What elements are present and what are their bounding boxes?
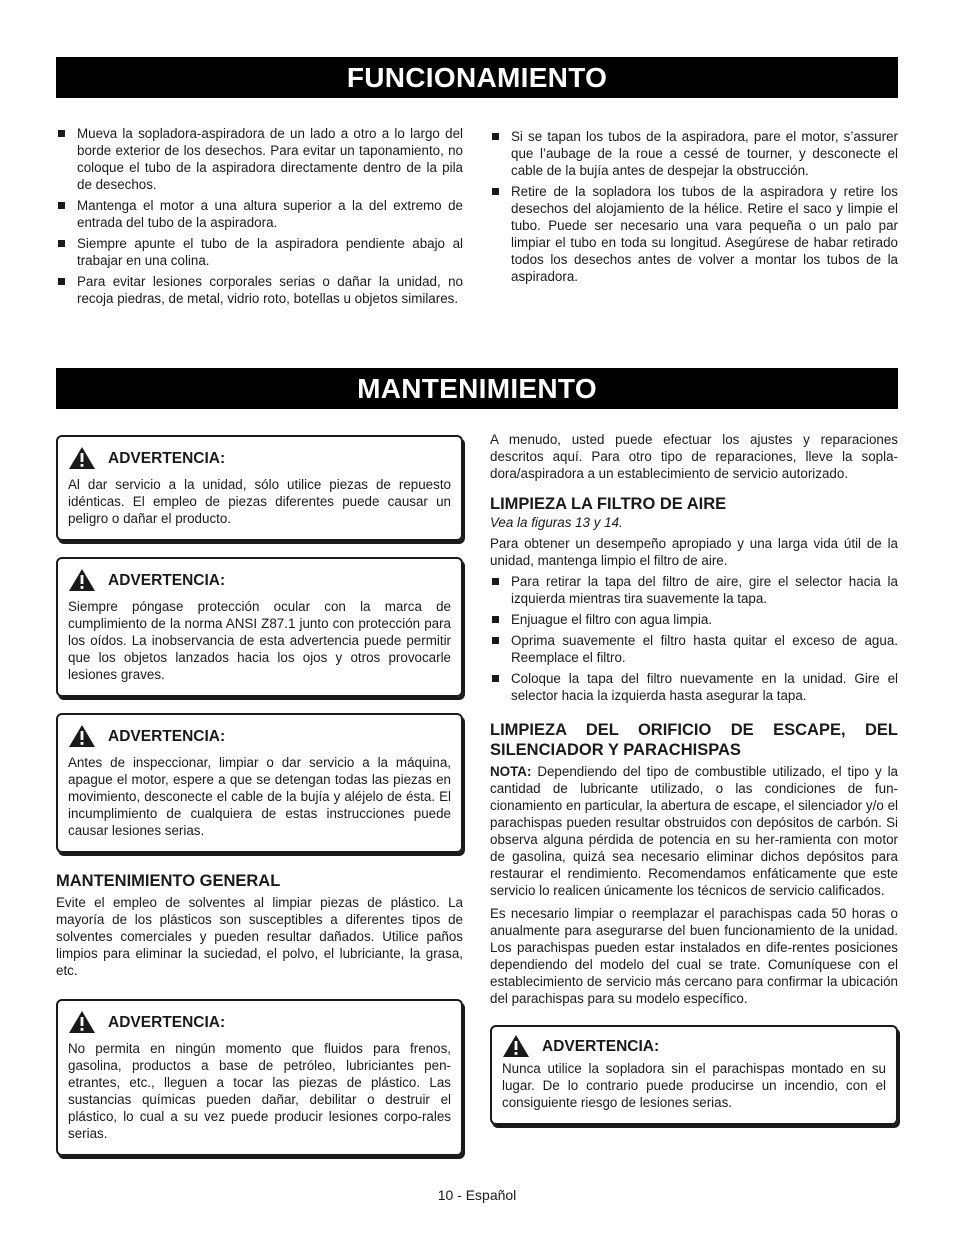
heading-mantenimiento-general: MANTENIMIENTO GENERAL <box>56 872 281 890</box>
warning-box <box>56 435 463 541</box>
list-item: Siempre apunte el tubo de la aspiradora pendiente abajo al trabajar en una colina. <box>56 235 463 269</box>
list-item: Mantenga el motor a una altura superior a la del extremo de entrada del tubo de la aspiradora. <box>56 197 463 231</box>
warning-triangle-icon <box>502 1034 530 1058</box>
filtro-steps-list <box>490 573 898 704</box>
warning-text: Siempre póngase protección ocular con la marca de cumplimiento de la norma ANSI Z87.1 junto con protección para los oídos. La inobservancia de esta advertencia puede permitir que los objetos lanzados hacia los ojos y otros provocarle lesiones graves. <box>68 599 451 682</box>
warning-triangle-icon <box>68 568 96 592</box>
list-item: Retire de la sopladora los tubos de la aspiradora y retire los desechos del alojamiento de la hélice. Retire el saco y limpie el tubo. Puede ser necesario una vara pequeña o un palo par limpiar el tubo en toda su longitud. Asegúrese de habar retirado todos los desechos antes de volver a montar los tubos de la aspiradora. <box>490 183 898 285</box>
list-item: Oprima suavemente el filtro hasta quitar el exceso de agua. Reemplace el filtro. <box>490 632 898 666</box>
warning-header <box>68 568 451 592</box>
warning-box <box>56 999 463 1156</box>
nota-label: NOTA: <box>490 764 532 779</box>
warning-title: ADVERTENCIA: <box>108 571 226 589</box>
funcionamiento-right-list <box>490 128 898 285</box>
funcionamiento-left-list <box>56 125 463 307</box>
list-item: Coloque la tapa del filtro nuevamente en la unidad. Gire el selector hacia la izquierda hasta asegurar la tapa. <box>490 670 898 704</box>
warning-text: Nunca utilice la sopladora sin el parachispas montado en su lugar. De lo contrario puede producirse un incendio, con el consiguiente riesgo de lesiones serias. <box>502 1061 886 1110</box>
warning-header <box>68 1010 451 1034</box>
funcionamiento-left-column <box>56 125 463 311</box>
paragraph: Evite el empleo de solventes al limpiar piezas de plástico. La mayoría de los plásticos son susceptibles a diferentes tipos de solventes comerciales y pueden resultar dañados. Utilice paños limpios para eliminar la suciedad, el polvo, el lubriciante, la grasa, etc. <box>56 895 463 978</box>
warning-text: No permita en ningún momento que fluidos para frenos, gasolina, productos a base de petróleo, lubriciantes pen-etrantes, etc., lleguen a tocar las piezas de plástico. Las sustancias químicas pueden dañar, debilitar o destruir el plástico, lo cual a su vez puede producir lesiones corpo-rales serias. <box>68 1041 451 1141</box>
list-item: Para retirar la tapa del filtro de aire, gire el selector hacia la izquierda mientras tira suavemente la tapa. <box>490 573 898 607</box>
heading-limpieza-escape: LIMPIEZA DEL ORIFICIO DE ESCAPE, DEL SILENCIADOR Y PARACHISPAS <box>490 721 898 759</box>
warning-header <box>502 1034 886 1058</box>
warning-box <box>490 1025 898 1125</box>
list-item: Enjuague el filtro con agua limpia. <box>490 611 898 628</box>
figure-reference: Vea la figuras 13 y 14. <box>490 515 623 530</box>
heading-limpieza-filtro: LIMPIEZA LA FILTRO DE AIRE <box>490 495 727 513</box>
warning-title: ADVERTENCIA: <box>542 1037 660 1055</box>
warning-triangle-icon <box>68 446 96 470</box>
page-footer: 10 - Español <box>437 1187 517 1203</box>
warning-header <box>68 724 451 748</box>
warning-title: ADVERTENCIA: <box>108 1013 226 1031</box>
mantenimiento-right-column <box>490 431 898 1141</box>
paragraph: Es necesario limpiar o reemplazar el parachispas cada 50 horas o anualmente para asegurarse del buen funcionamiento de la unidad. Los parachispas pueden estar instalados en dife-rentes posiciones dependiendo del modelo del cual se trate. Comuníquese con el establecimiento de servicio más cercano para confirmar la ubicación del parachispas para su modelo específico. <box>490 906 898 1006</box>
funcionamiento-right-column <box>490 128 898 289</box>
list-item: Para evitar lesiones corporales serias o dañar la unidad, no recoja piedras, de metal, vidrio roto, botellas u objetos similares. <box>56 273 463 307</box>
list-item: Si se tapan los tubos de la aspiradora, pare el motor, s’assurer que l’aubage de la roue a cessé de tourner, y desconecte el cable de la bujía antes de despejar la obstrucción. <box>490 128 898 179</box>
warning-triangle-icon <box>68 1010 96 1034</box>
warning-header <box>68 446 451 470</box>
warning-text: Antes de inspeccionar, limpiar o dar servicio a la máquina, apague el motor, espere a que se detengan todas las piezas en movimiento, desconecte el cable de la bujía y aléjelo de ésta. El incumplimiento de cualquiera de estas instrucciones puede causar lesiones serias. <box>68 755 451 838</box>
warning-box <box>56 557 463 697</box>
mantenimiento-left-column <box>56 435 463 1172</box>
warning-title: ADVERTENCIA: <box>108 449 226 467</box>
list-item: Mueva la sopladora-aspiradora de un lado a otro a lo largo del borde exterior de los desechos. Para evitar un taponamiento, no coloque el tubo de la aspiradora directamente dentro de la pila de desechos. <box>56 125 463 193</box>
section-banner-funcionamiento: FUNCIONAMIENTO <box>56 57 898 98</box>
warning-triangle-icon <box>68 724 96 748</box>
section-banner-mantenimiento: MANTENIMIENTO <box>56 368 898 409</box>
nota-paragraph <box>490 763 898 899</box>
warning-text: Al dar servicio a la unidad, sólo utilice piezas de repuesto idénticas. El empleo de piezas diferentes puede causar un peligro o dañar el producto. <box>68 477 451 526</box>
warning-box <box>56 713 463 853</box>
paragraph: Para obtener un desempeño apropiado y una larga vida útil de la unidad, mantenga limpio el filtro de aire. <box>490 536 898 568</box>
warning-title: ADVERTENCIA: <box>108 727 226 745</box>
nota-text: Dependiendo del tipo de combustible utilizado, el tipo y la cantidad de lubricante utilizado, o las condiciones de fun-cionamiento en particular, la abertura de escape, el silenciador y/o el parachispas pueden resultar obstruidos con depósitos de carbón. Si observa alguna pérdida de potencia en su her-ramienta con motor de gasolina, quizá sea necesario eliminar dichos depósitos para restaurar el rendimiento. Recomendamos enfáticamente que este servicio lo realicen únicamente los técnicos de servicio calificados. <box>490 764 898 898</box>
paragraph: A menudo, usted puede efectuar los ajustes y reparaciones descritos aquí. Para otro tipo de reparaciones, lleve la sopla-dora/aspiradora a un establecimiento de servicio autorizado. <box>490 432 898 481</box>
